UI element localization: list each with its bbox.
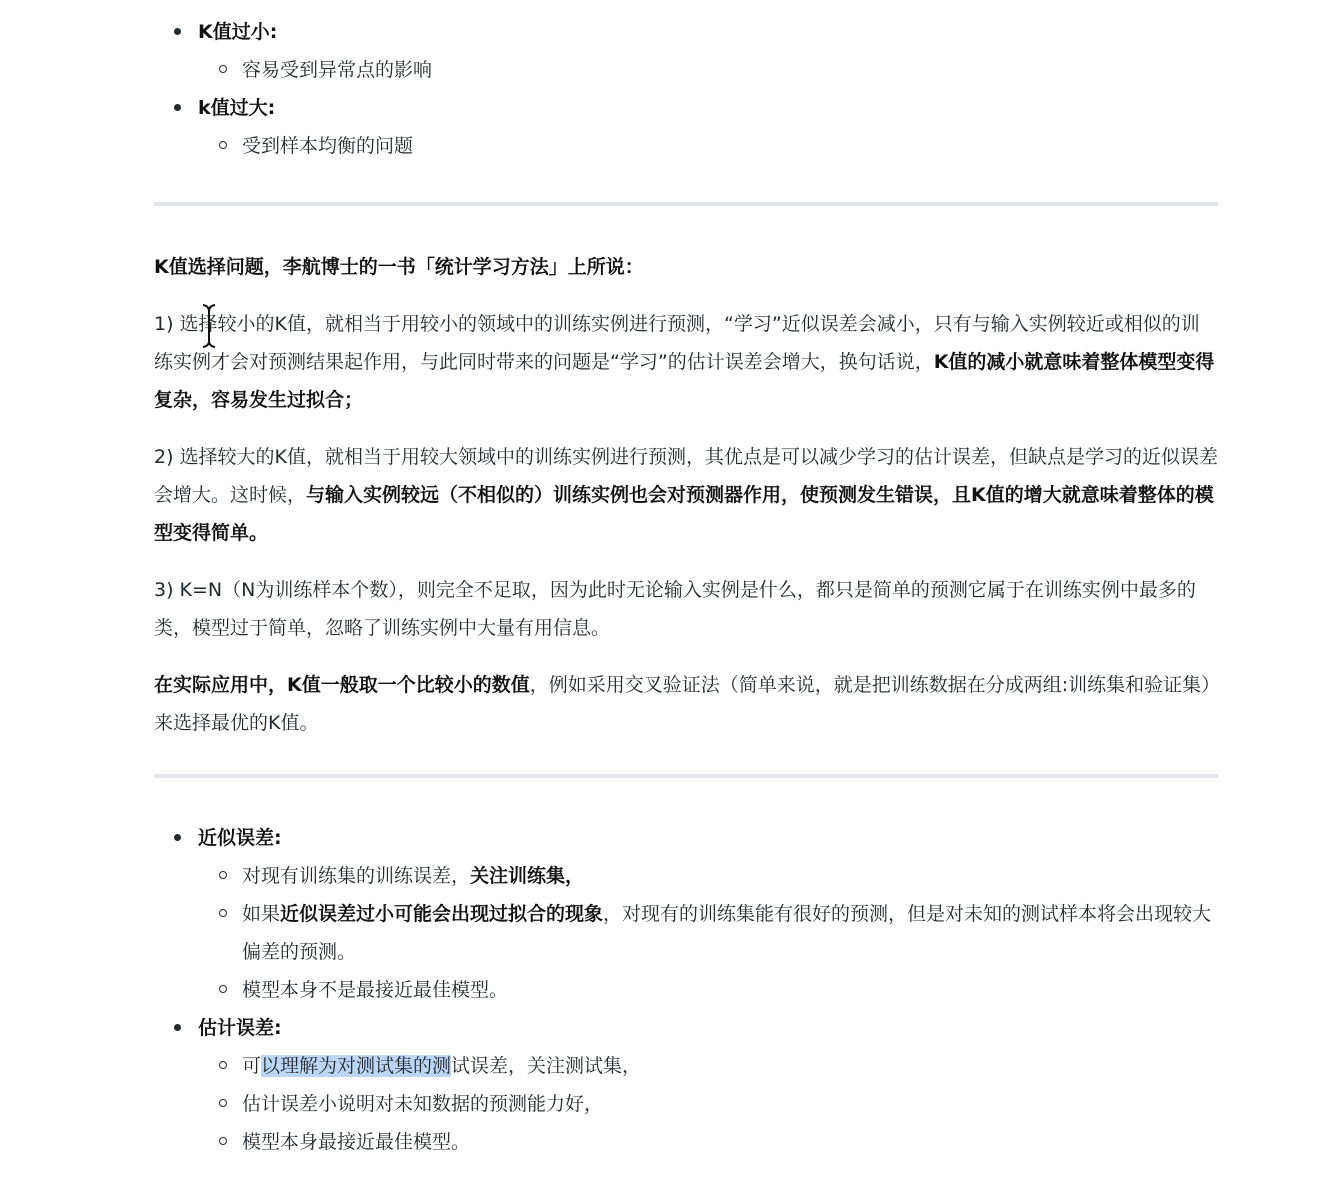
text-cursor-icon	[199, 303, 219, 349]
estim-error-title: 估计误差:	[198, 1017, 282, 1039]
k-selection-section	[154, 248, 1218, 742]
paragraph-small-k: 1) 选择较小的K值，就相当于用较小的领域中的训练实例进行预测，“学习”近似误差会减小，只有与输入实例较近或相似的训练实例才会对预测结果起作用，与此同时带来的问题是“学习”的估计误差会增大，换句话说，K值的减小就意味着整体模型变得复杂，容易发生过拟合；	[154, 313, 1215, 411]
list-item: 模型本身不是最接近最佳模型。	[242, 971, 1218, 1009]
approx-error-title: 近似误差:	[198, 827, 282, 849]
k-small-title: K值过小:	[198, 21, 278, 43]
paragraph-k-equals-n: 3) K=N（N为训练样本个数），则完全不足取，因为此时无论输入实例是什么，都只是简单的预测它属于在训练实例中最多的类，模型过于简单，忽略了训练实例中大量有用信息。	[154, 579, 1196, 639]
list-item: 估计误差小说明对未知数据的预测能力好，	[242, 1085, 1218, 1123]
paragraph-practice: 在实际应用中，K值一般取一个比较小的数值，例如采用交叉验证法（简单来说，就是把训练数据在分成两组:训练集和验证集）来选择最优的K值。	[154, 674, 1211, 734]
section-heading: K值选择问题，李航博士的一书「统计学习方法」上所说：	[154, 256, 644, 278]
text-selection[interactable]: 以理解为对测试集的测	[261, 1055, 452, 1077]
list-item	[198, 13, 1218, 89]
list-item[interactable]: 可以理解为对测试集的测试误差，关注测试集，	[242, 1047, 1218, 1085]
k-value-list	[154, 13, 1218, 165]
k-value-bullets	[154, 13, 1218, 165]
list-item: 模型本身最接近最佳模型。	[242, 1123, 1218, 1161]
paragraph-large-k: 2) 选择较大的K值，就相当于用较大领域中的训练实例进行预测，其优点是可以减少学习的估计误差，但缺点是学习的近似误差会增大。这时候，与输入实例较远（不相似的）训练实例也会对预测器作用，使预测发生错误，且K值的增大就意味着整体的模型变得简单。	[154, 446, 1219, 544]
horizontal-rule	[154, 774, 1218, 778]
list-item	[198, 1009, 1218, 1161]
list-item: 容易受到异常点的影响	[242, 51, 1218, 89]
error-definitions-list	[154, 819, 1218, 1161]
list-item: 受到样本均衡的问题	[242, 127, 1218, 165]
list-item: 对现有训练集的训练误差，关注训练集，	[242, 857, 1218, 895]
list-item	[198, 819, 1218, 1009]
list-item: 如果近似误差过小可能会出现过拟合的现象，对现有的训练集能有很好的预测，但是对未知的测试样本将会出现较大偏差的预测。	[242, 895, 1218, 971]
list-item	[198, 89, 1218, 165]
k-large-title: k值过大:	[198, 97, 276, 119]
horizontal-rule	[154, 202, 1218, 206]
